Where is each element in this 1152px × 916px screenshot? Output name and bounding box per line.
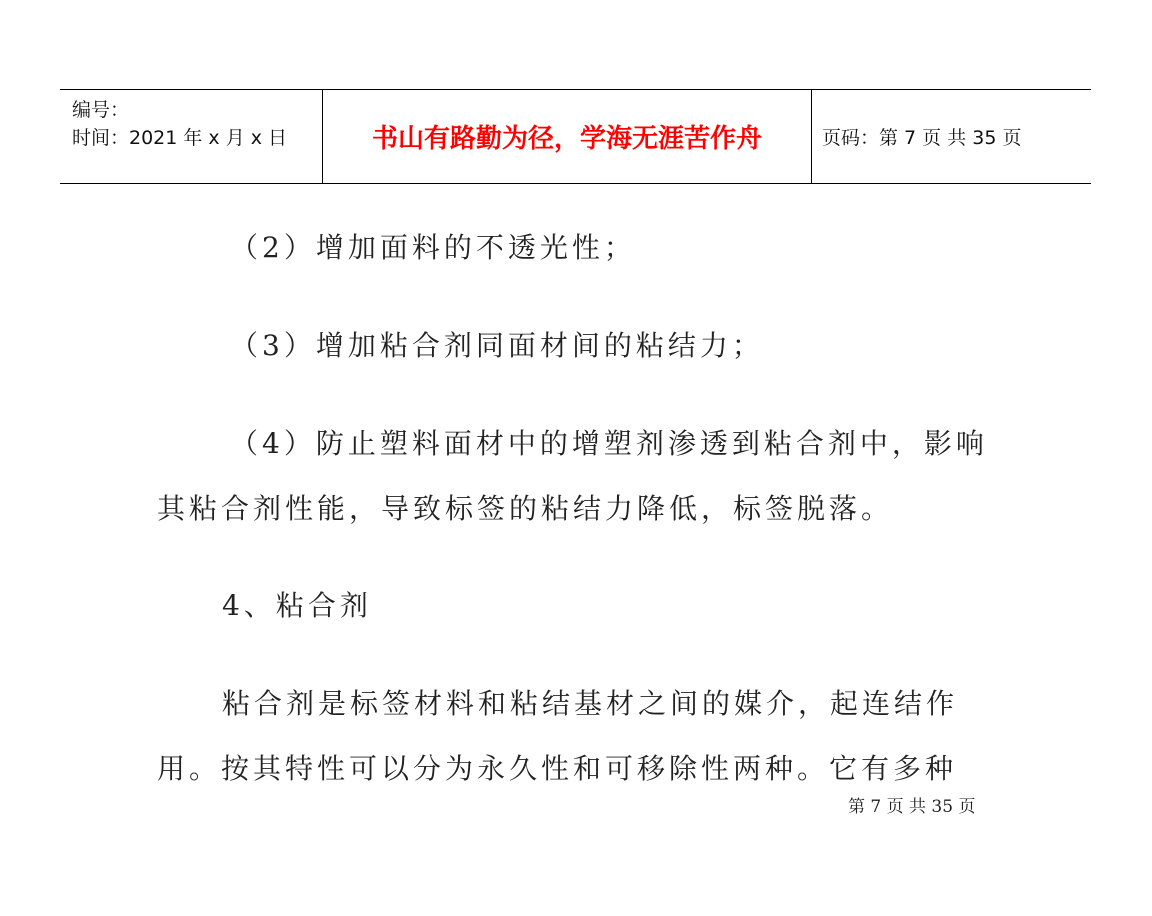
list-item-3: （3）增加粘合剂同面材间的粘结力；: [230, 329, 764, 362]
paragraph-line2: 用。按其特性可以分为永久性和可移除性两种。它有多种: [157, 752, 958, 785]
doc-time-label: 时间：2021 年 x 月 x 日: [72, 127, 288, 149]
header-motto-cell: [322, 90, 812, 183]
header-page-code: 页码：第 7 页 共 35 页: [822, 127, 1022, 149]
list-item-4-line2: 其粘合剂性能，导致标签的粘结力降低，标签脱落。: [157, 492, 894, 525]
list-item-2: （2）增加面料的不透光性；: [230, 231, 636, 264]
header-page-cell: [811, 90, 1091, 183]
page-footer-number: 第 7 页 共 35 页: [848, 797, 976, 817]
header-motto: 书山有路勤为径，学海无涯苦作舟: [371, 124, 762, 154]
doc-number-label: 编号：: [72, 99, 130, 121]
list-item-4-line1: （4）防止塑料面材中的增塑剂渗透到粘合剂中，影响: [230, 427, 988, 460]
page-header: [60, 89, 1091, 184]
paragraph-line1: 粘合剂是标签材料和粘结基材之间的媒介，起连结作: [222, 687, 959, 720]
header-meta-cell: [60, 90, 322, 183]
section-title: 4、粘合剂: [222, 589, 372, 622]
